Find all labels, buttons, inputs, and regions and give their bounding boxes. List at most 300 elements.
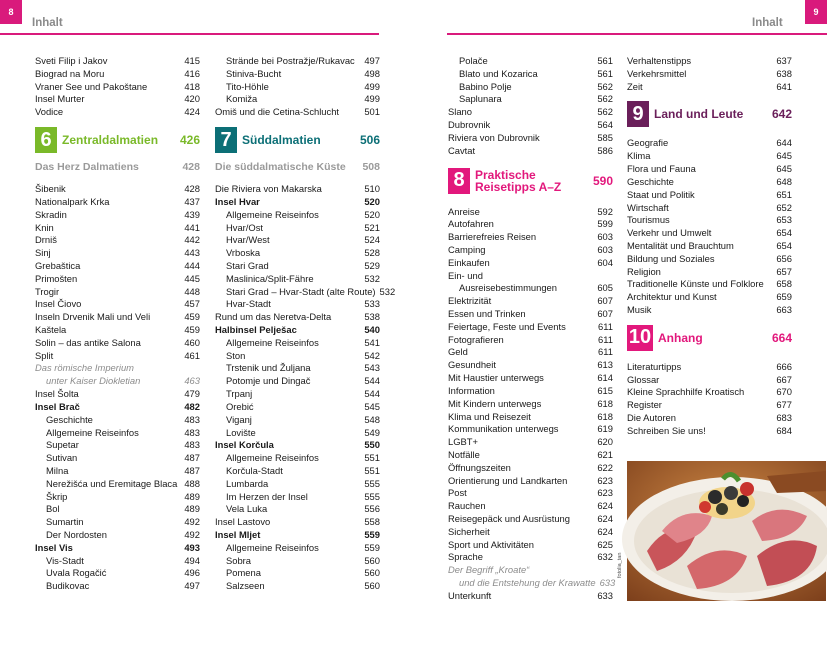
toc-entry-page: 652 (776, 201, 792, 213)
toc-entry (627, 278, 792, 291)
toc-entry (215, 478, 380, 491)
toc-entry-page: 611 (598, 320, 613, 332)
toc-entry-page: 544 (364, 388, 380, 400)
toc-entry-page: 604 (597, 256, 613, 268)
toc-entry (627, 412, 792, 425)
toc-entry-title: Verhaltenstipps (627, 55, 692, 66)
toc-entry-title: Insel Hvar (215, 195, 260, 207)
toc-entry-page: 654 (776, 227, 792, 239)
toc-entry-title: Bol (46, 503, 60, 515)
toc-entry-title: Kleine Sprachhilfe Kroatisch (627, 386, 745, 398)
toc-entry-page: 555 (364, 490, 380, 502)
toc-entry-title: Essen und Trinken (448, 308, 526, 319)
toc-entry (448, 295, 613, 308)
toc-entry-title: Skradin (35, 208, 67, 220)
toc-entry (35, 478, 200, 491)
section-heading-title: Die süddalmatische Küste (215, 161, 346, 174)
toc-entry-title: Strände bei Postražje/Rukavac (226, 55, 355, 66)
toc-entry (448, 132, 613, 145)
toc-entry (215, 516, 380, 529)
toc-entry-title: Bildung und Soziales (627, 252, 715, 264)
toc-entry-title: Traditionelle Künste und Folklore (627, 278, 764, 290)
toc-entry-page: 492 (184, 529, 200, 540)
toc-entry-title: Verkehr und Umwelt (627, 227, 712, 239)
chapter-title (62, 134, 180, 146)
toc-entry-page: 607 (597, 295, 613, 307)
toc-entry-title: Insel Brač (35, 400, 80, 412)
toc-entry-title: Cavtat (448, 144, 476, 156)
toc-entry-page: 548 (364, 413, 380, 425)
toc-entry-page: 541 (364, 336, 380, 348)
chapter-heading (627, 323, 792, 353)
toc-entry-page: 619 (597, 423, 613, 435)
toc-entry (215, 414, 380, 427)
toc-entry-title: Supetar (46, 439, 79, 451)
toc-entry (35, 503, 200, 516)
toc-entry (35, 81, 200, 94)
toc-entry-title: Šibenik (35, 183, 66, 195)
toc-entry (35, 311, 200, 324)
toc-entry-title: Nerežišća und Eremitage Blaca (46, 477, 178, 489)
toc-entry-page: 482 (184, 400, 200, 412)
toc-entry-title: Rauchen (448, 500, 486, 512)
toc-entry-title: Korčula-Stadt (226, 464, 283, 476)
toc-entry-page: 638 (776, 67, 792, 79)
toc-entry-title: Post (448, 487, 467, 499)
toc-entry-page: 560 (364, 567, 380, 579)
toc-entry (448, 93, 613, 106)
toc-entry-title: Polače (459, 55, 488, 66)
toc-entry-page: 623 (597, 487, 613, 499)
toc-entry (215, 106, 380, 119)
toc-entry-page: 520 (364, 208, 380, 220)
toc-column-3 (448, 55, 616, 603)
toc-entry-page: 645 (776, 150, 792, 162)
toc-entry (627, 361, 792, 374)
toc-entry (215, 55, 380, 68)
toc-entry-page: 489 (184, 490, 200, 502)
toc-entry-title: Drniš (35, 234, 57, 246)
toc-entry-page: 648 (776, 175, 792, 187)
toc-entry-page: 624 (597, 513, 613, 524)
toc-entry (35, 234, 200, 247)
toc-entry-page: 448 (184, 285, 200, 297)
toc-entry-page: 540 (364, 324, 380, 335)
toc-entry (627, 150, 792, 163)
toc-entry-page: 623 (597, 474, 613, 486)
toc-entry-title: Tourismus (627, 214, 670, 226)
toc-entry-page: 483 (184, 426, 200, 438)
toc-entry-title: Trstenik und Žuljana (226, 362, 311, 374)
toc-entry-title: Klima (627, 150, 651, 162)
toc-entry (35, 529, 200, 542)
toc-entry (448, 106, 613, 119)
photo-credit: fotolia_tan (617, 552, 623, 578)
chapter-heading (448, 164, 613, 198)
toc-entry-title: Register (627, 399, 662, 411)
toc-entry (627, 68, 792, 81)
toc-entry (215, 311, 380, 324)
toc-entry (448, 308, 613, 321)
toc-entry (35, 196, 200, 209)
toc-entry (627, 291, 792, 304)
toc-entry (448, 231, 613, 244)
toc-entry-page: 677 (776, 399, 792, 411)
toc-entry-page: 420 (184, 93, 200, 105)
chapter-page: 506 (359, 133, 380, 148)
toc-entry-title: Lumbarda (226, 477, 269, 489)
toc-entry-title: Knin (35, 221, 54, 233)
toc-entry (215, 260, 380, 273)
toc-entry-page: 551 (364, 452, 380, 464)
toc-entry-page: 492 (184, 516, 200, 528)
toc-entry (35, 375, 200, 388)
toc-entry-title: Riviera von Dubrovnik (448, 131, 540, 143)
toc-entry-page: 611 (598, 333, 613, 345)
toc-entry-title: Allgemeine Reiseinfos (46, 426, 139, 438)
toc-entry-page: 618 (597, 410, 613, 422)
toc-entry-page: 437 (184, 195, 200, 207)
toc-entry (215, 324, 380, 337)
toc-entry-page: 556 (364, 503, 380, 515)
toc-entry-page: 559 (364, 529, 380, 540)
toc-entry-title: Primošten (35, 272, 78, 284)
toc-entry-title: Mit Haustier unterwegs (448, 372, 544, 384)
toc-entry (215, 209, 380, 222)
toc-entry-page: 444 (184, 259, 200, 271)
toc-entry-page: 666 (776, 360, 792, 372)
toc-entry (448, 487, 613, 500)
toc-entry (215, 350, 380, 363)
toc-entry (448, 423, 613, 436)
toc-column-2 (215, 55, 396, 593)
toc-entry (35, 580, 200, 593)
toc-entry-page: 550 (364, 439, 380, 451)
toc-entry-page: 510 (364, 183, 380, 195)
toc-entry (627, 386, 792, 399)
toc-entry-title: Der Nordosten (46, 529, 107, 540)
chapter-page: 590 (592, 173, 613, 188)
toc-entry (35, 273, 200, 286)
toc-entry-page: 621 (597, 448, 613, 460)
toc-entry-page: 667 (776, 373, 792, 385)
toc-entry-title: Kaštela (35, 324, 67, 335)
toc-entry-title: Tito-Höhle (226, 80, 269, 92)
toc-entry (35, 183, 200, 196)
toc-entry-title: Die Autoren (627, 412, 676, 424)
toc-entry-page: 489 (184, 503, 200, 515)
toc-entry-title: Lovište (226, 426, 256, 438)
toc-entry-page: 605 (597, 282, 613, 294)
toc-entry-page: 498 (364, 67, 380, 79)
toc-entry-title: Salzseen (226, 580, 265, 592)
toc-entry-page: 659 (776, 291, 792, 303)
toc-entry (215, 580, 380, 593)
toc-entry (448, 564, 613, 577)
toc-entry-page: 633 (599, 577, 616, 589)
chapter-heading (627, 99, 792, 129)
chapter-title (658, 332, 772, 344)
chapter-page: 642 (771, 107, 792, 122)
toc-entry-page: 651 (776, 188, 792, 200)
toc-entry-title: Allgemeine Reiseinfos (226, 452, 319, 464)
toc-entry (627, 55, 792, 68)
section-heading-title: Das Herz Dalmatiens (35, 161, 139, 174)
chapter-heading (215, 125, 380, 155)
toc-entry-title: Flora und Fauna (627, 163, 696, 175)
toc-entry-page: 551 (364, 464, 380, 476)
toc-entry (215, 93, 380, 106)
toc-entry-title: Mentalität und Brauchtum (627, 239, 734, 251)
toc-entry-page: 607 (597, 308, 613, 319)
toc-entry (35, 388, 200, 401)
toc-entry (448, 539, 613, 552)
toc-entry-page: 538 (364, 311, 380, 323)
toc-entry (448, 145, 613, 158)
toc-entry-title: Stiniva-Bucht (226, 67, 282, 79)
toc-entry-page: 439 (184, 208, 200, 220)
toc-entry (35, 542, 200, 555)
toc-entry-page: 656 (776, 252, 792, 264)
toc-entry (448, 334, 613, 347)
toc-entry (215, 298, 380, 311)
toc-entry (35, 324, 200, 337)
toc-entry-page: 428 (184, 183, 200, 195)
toc-entry-title: Milna (46, 464, 69, 476)
toc-entry (448, 449, 613, 462)
toc-entry-title: Omiš und die Cetina-Schlucht (215, 106, 340, 118)
toc-entry-page: 520 (364, 195, 380, 207)
chapter-title-line: Zentraldalmatien (62, 133, 159, 148)
toc-entry (215, 81, 380, 94)
toc-entry-title: Blato und Kozarica (459, 67, 538, 79)
toc-entry-title: Barrierefreies Reisen (448, 231, 537, 243)
toc-entry-title: Vis-Stadt (46, 554, 84, 566)
toc-entry-page: 564 (597, 119, 613, 131)
toc-entry-page: 542 (364, 349, 380, 361)
toc-entry-title: Saplunara (459, 93, 502, 105)
toc-entry (35, 298, 200, 311)
toc-entry-title: Grebaštica (35, 259, 81, 271)
toc-entry (35, 555, 200, 568)
toc-entry-page: 497 (184, 580, 200, 592)
toc-entry-page: 549 (364, 426, 380, 438)
toc-entry-page: 613 (597, 359, 613, 371)
toc-entry-page: 497 (364, 55, 380, 66)
toc-entry-title: Geld (448, 346, 468, 358)
toc-entry (35, 93, 200, 106)
chapter-title (242, 134, 360, 146)
toc-entry-page: 561 (597, 55, 613, 66)
toc-entry-page: 654 (776, 239, 792, 251)
toc-entry (448, 68, 613, 81)
toc-entry (627, 137, 792, 150)
toc-entry-title: Sumartin (46, 516, 84, 528)
toc-entry-page: 544 (364, 375, 380, 387)
toc-entry-page: 460 (184, 336, 200, 348)
toc-entry-title: Autofahren (448, 218, 494, 230)
toc-entry (448, 526, 613, 539)
toc-entry-page: 445 (184, 272, 200, 284)
toc-entry-title: Pomena (226, 567, 261, 579)
toc-entry (35, 362, 200, 375)
chapter-page: 664 (771, 330, 792, 345)
toc-entry-title: Allgemeine Reiseinfos (226, 336, 319, 348)
toc-entry-title: Verkehrsmittel (627, 67, 687, 79)
toc-entry-page: 586 (597, 144, 613, 156)
toc-entry (215, 465, 380, 478)
platter-illustration (627, 461, 826, 601)
toc-entry-title: Nationalpark Krka (35, 195, 110, 207)
chapter-number-badge: 6 (35, 127, 57, 153)
toc-entry (215, 273, 380, 286)
toc-entry (448, 346, 613, 359)
toc-entry-page: 521 (364, 221, 380, 233)
toc-entry (35, 260, 200, 273)
toc-entry (215, 285, 396, 299)
toc-entry-page: 615 (597, 384, 613, 396)
toc-entry-title: Maslinica/Split-Fähre (226, 272, 314, 284)
toc-entry-page: 479 (184, 388, 200, 400)
left-page-title: Inhalt (32, 17, 63, 29)
toc-entry-title: Geschichte (46, 413, 93, 425)
toc-entry-title: unter Kaiser Diokletian (46, 375, 141, 387)
toc-entry-page: 559 (364, 541, 380, 553)
toc-entry-title: Sutivan (46, 452, 78, 464)
toc-entry-title: Religion (627, 265, 661, 277)
toc-entry-page: 463 (184, 375, 200, 387)
toc-entry-title: Orientierung und Landkarten (448, 474, 568, 486)
toc-entry-title: Škrip (46, 490, 68, 502)
left-header-rule (0, 33, 379, 35)
toc-entry (215, 491, 380, 504)
section-heading (215, 160, 380, 174)
toc-entry-title: Wirtschaft (627, 201, 669, 213)
toc-entry-title: Die Riviera von Makarska (215, 183, 322, 195)
chapter-number-badge: 7 (215, 127, 237, 153)
toc-entry (627, 227, 792, 240)
toc-entry (627, 81, 792, 94)
toc-entry-page: 501 (364, 106, 380, 118)
section-heading-page: 428 (182, 161, 200, 174)
toc-entry-page: 561 (597, 67, 613, 79)
toc-entry-title: Fotografieren (448, 333, 504, 345)
toc-entry-page: 416 (184, 67, 200, 79)
toc-entry-title: Feiertage, Feste und Events (448, 320, 566, 332)
toc-entry-page: 529 (364, 259, 380, 271)
toc-entry-page: 418 (184, 80, 200, 92)
right-header-rule (447, 33, 827, 35)
toc-entry (448, 119, 613, 132)
toc-entry-page: 532 (379, 285, 396, 297)
toc-entry (627, 304, 792, 317)
toc-entry-page: 443 (184, 247, 200, 259)
toc-entry (35, 401, 200, 414)
toc-entry-title: Hvar/West (226, 234, 270, 246)
toc-entry (215, 555, 380, 568)
toc-entry (627, 189, 792, 202)
toc-entry (215, 388, 380, 401)
toc-entry-title: Sprache (448, 551, 483, 563)
toc-entry (448, 282, 613, 295)
toc-entry-title: Insel Mljet (215, 529, 261, 540)
chapter-number-badge: 10 (627, 325, 653, 351)
toc-entry-title: Kommunikation unterwegs (448, 423, 559, 435)
toc-entry-page: 442 (184, 234, 200, 246)
toc-entry-page: 496 (184, 567, 200, 579)
toc-entry-page: 599 (597, 218, 613, 230)
spacer (448, 198, 613, 206)
toc-entry-page: 499 (364, 80, 380, 92)
toc-entry (35, 68, 200, 81)
chapter-title-line: Anhang (658, 330, 703, 345)
toc-entry (215, 452, 380, 465)
toc-entry-page: 653 (776, 214, 792, 226)
toc-entry (448, 590, 613, 603)
toc-column-4 (627, 55, 792, 438)
toc-entry-page: 637 (776, 55, 792, 66)
toc-entry-title: Inseln Drvenik Mali und Veli (35, 311, 151, 323)
toc-entry-page: 618 (597, 397, 613, 409)
toc-entry-title: Der Begriff „Kroate“ (448, 564, 530, 576)
toc-entry-page: 524 (364, 234, 380, 246)
toc-entry-title: Einkaufen (448, 256, 490, 268)
toc-entry-page: 625 (597, 538, 613, 550)
toc-entry (215, 503, 380, 516)
toc-entry-page: 488 (184, 477, 200, 489)
toc-entry-title: Camping (448, 243, 486, 255)
toc-entry (35, 247, 200, 260)
toc-entry-title: Zeit (627, 80, 643, 92)
toc-entry (35, 491, 200, 504)
toc-entry-page: 459 (184, 324, 200, 335)
toc-entry (35, 209, 200, 222)
toc-entry-page: 493 (184, 541, 200, 553)
toc-entry-title: Staat und Politik (627, 188, 695, 200)
toc-entry (35, 337, 200, 350)
toc-entry-title: Architektur und Kunst (627, 291, 717, 303)
toc-entry (35, 414, 200, 427)
toc-entry-title: Ston (226, 349, 246, 361)
toc-entry-title: Orebić (226, 400, 254, 412)
toc-entry (627, 202, 792, 215)
chapter-title-line: Land und Leute (654, 107, 744, 122)
right-page-title: Inhalt (752, 17, 783, 29)
toc-entry (627, 214, 792, 227)
toc-entry (448, 398, 613, 411)
toc-entry-title: Vodice (35, 106, 64, 118)
toc-entry-title: LGBT+ (448, 436, 478, 448)
toc-entry (448, 500, 613, 513)
toc-entry (448, 81, 613, 94)
toc-entry (627, 266, 792, 279)
toc-entry-page: 457 (184, 298, 200, 310)
toc-entry-title: Öffnungszeiten (448, 461, 511, 473)
section-heading (35, 160, 200, 174)
toc-entry (35, 439, 200, 452)
toc-entry-page: 670 (776, 386, 792, 398)
toc-entry-title: Biograd na Moru (35, 67, 105, 79)
spacer (627, 353, 792, 361)
toc-entry-title: Insel Korčula (215, 439, 274, 451)
toc-entry (448, 244, 613, 257)
toc-entry-page: 622 (597, 461, 613, 473)
toc-entry-title: Rund um das Neretva-Delta (215, 311, 332, 323)
toc-entry (35, 567, 200, 580)
toc-entry-page: 545 (364, 400, 380, 412)
toc-entry-page: 620 (597, 436, 613, 448)
toc-entry-page: 562 (597, 106, 613, 118)
